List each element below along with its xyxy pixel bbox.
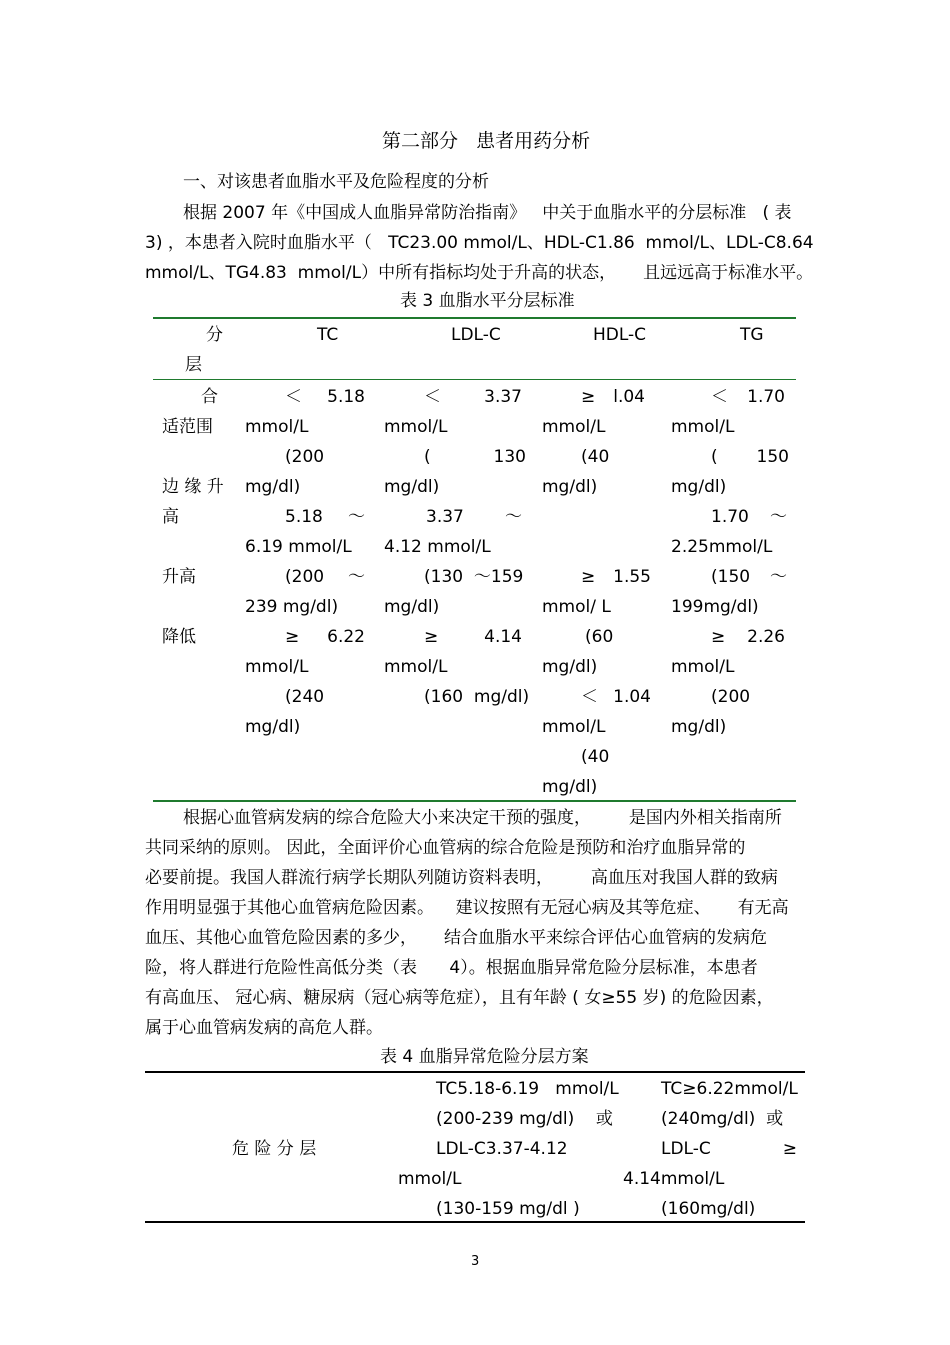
table3-cell: 5.18 ～ — [285, 507, 365, 527]
table3-cell: mg/dl) — [542, 657, 598, 677]
table3-cell: ≥ 2.26 — [711, 627, 785, 647]
table3-cell: mg/dl) — [245, 477, 301, 497]
subheading: 一、对该患者血脂水平及危险程度的分析 — [183, 172, 489, 192]
table4-cell: TC≥6.22mmol/L — [661, 1079, 798, 1099]
table3-cell: ≥ 4.14 — [424, 627, 522, 647]
table4-cell: LDL-C3.37-4.12 — [436, 1139, 568, 1159]
table4-bottom-rule — [145, 1221, 805, 1223]
table3-cell: 4.12 mmol/L — [384, 537, 491, 557]
table4-cell: (200-239 mg/dl) 或 — [436, 1109, 613, 1129]
table3-cell: (240 — [285, 687, 325, 707]
paragraph-line: 3) ，本患者入院时血脂水平（ TC23.00 mmol/L、HDL-C1.86 mmol/L、LDL-C8.64 — [145, 233, 814, 253]
table3-bottom-rule — [153, 800, 796, 802]
page-number: 3 — [471, 1254, 480, 1269]
table4-cell: LDL-C ≥ — [661, 1139, 797, 1159]
table3-cell: mmol/L — [384, 417, 448, 437]
table3-cell: (130 ～ 159 — [424, 567, 524, 587]
table3-cell: (200 — [285, 447, 325, 467]
table3-cell: (40 — [581, 447, 610, 467]
paragraph-line: 共同采纳的原则。 因此，全面评价心血管病的综合危险是预防和治疗血脂异常的 — [145, 838, 746, 858]
table3-cell: 199mg/dl) — [671, 597, 759, 617]
table3-cell: ( 130 — [424, 447, 526, 467]
paragraph-line: 必要前提。我国人群流行病学长期队列随访资料表明， 高血压对我国人群的致病 — [145, 868, 778, 888]
table3-row-label: 降低 — [162, 627, 196, 647]
table3-row-label: 适范围 — [162, 417, 213, 437]
table3-cell: 3.37 ～ — [426, 507, 522, 527]
table3-cell: mg/dl) — [384, 597, 440, 617]
paragraph-line: 血压、其他心血管危险因素的多少， 结合血脂水平来综合评估心血管病的发病危 — [145, 928, 768, 948]
table3-row-label: 合 — [201, 387, 218, 407]
paragraph-line: 险，将人群进行危险性高低分类（表 4）。根据血脂异常危险分层标准，本患者 — [145, 958, 758, 978]
table4-cell: TC5.18-6.19 mmol/L — [436, 1079, 619, 1099]
table3-cell: mg/dl) — [245, 717, 301, 737]
table3-cell: mmol/L — [245, 657, 309, 677]
table3-cell: mg/dl) — [671, 477, 727, 497]
table4-top-rule — [145, 1071, 805, 1073]
table4-cell: (240mg/dl) 或 — [661, 1109, 784, 1129]
table3-cell: mmol/L — [542, 417, 606, 437]
table3-cell: ( 150 — [711, 447, 789, 467]
table3-cell: 2.25mmol/L — [671, 537, 773, 557]
table3-cell: ≥ 1.55 — [581, 567, 651, 587]
table3-cell: mmol/L — [384, 657, 448, 677]
paragraph-line: mmol/L、TG4.83 mmol/L）中所有指标均处于升高的状态， 且远远高于标准水平。 — [145, 263, 814, 283]
paragraph-line: 根据心血管病发病的综合危险大小来决定干预的强度， 是国内外相关指南所 — [183, 808, 782, 828]
table3-caption: 表 3 血脂水平分层标准 — [400, 291, 575, 311]
table3-cell: ≥ l.04 — [581, 387, 645, 407]
paragraph-line: 作用明显强于其他心血管病危险因素。 建议按照有无冠心病及其等危症、 有无高 — [145, 898, 789, 918]
paragraph-line: 属于心血管病发病的高危人群。 — [145, 1018, 383, 1038]
table3-cell: mmol/ L — [542, 597, 611, 617]
table3-cell: 1.70 ～ — [711, 507, 787, 527]
table3-header-tc: TC — [317, 325, 339, 345]
table3-header-stratum: 分 — [206, 325, 223, 345]
table3-cell: ≥ 6.22 — [285, 627, 365, 647]
table3-cell: ＜ 3.37 — [424, 387, 522, 407]
table3-header-rule — [153, 379, 796, 380]
table3-cell: mmol/L — [671, 417, 735, 437]
table3-cell: (60 — [585, 627, 614, 647]
table3-cell: ＜ 5.18 — [285, 387, 365, 407]
table4-cell: 4.14mmol/L — [623, 1169, 725, 1189]
table3-cell: (40 — [581, 747, 610, 767]
paragraph-line: 根据 2007 年《中国成人血脂异常防治指南》 中关于血脂水平的分层标准 ( 表 — [183, 203, 792, 223]
table3-cell: mmol/L — [245, 417, 309, 437]
table3-cell: ＜ 1.04 — [581, 687, 651, 707]
table3-cell: mg/dl) — [384, 477, 440, 497]
table4-caption: 表 4 血脂异常危险分层方案 — [380, 1047, 589, 1067]
table3-cell: 239 mg/dl) — [245, 597, 339, 617]
table4-cell: mmol/L — [398, 1169, 462, 1189]
table3-cell: mmol/L — [542, 717, 606, 737]
table4-cell: (130-159 mg/dl ) — [436, 1199, 580, 1219]
paragraph-line: 有高血压、 冠心病、糖尿病（冠心病等危症），且有年龄 ( 女≥55 岁) 的危险因素， — [145, 988, 774, 1008]
table3-header-hdl: HDL-C — [593, 325, 647, 345]
section-title: 第二部分 患者用药分析 — [382, 130, 591, 152]
table3-cell: (160 mg/dl) — [424, 687, 530, 707]
table3-cell: (200 ～ — [285, 567, 365, 587]
table3-cell: mg/dl) — [542, 477, 598, 497]
table3-cell: ＜ 1.70 — [711, 387, 785, 407]
table3-cell: mg/dl) — [542, 777, 598, 797]
table3-cell: mmol/L — [671, 657, 735, 677]
table3-header-stratum: 层 — [185, 355, 202, 375]
table4-cell: (160mg/dl) — [661, 1199, 756, 1219]
table4-row-label: 危 险 分 层 — [232, 1139, 317, 1159]
table3-row-label: 升高 — [162, 567, 196, 587]
table3-row-label: 高 — [162, 507, 179, 527]
table3-cell: mg/dl) — [671, 717, 727, 737]
table3-header-tg: TG — [740, 325, 764, 345]
table3-cell: (200 — [711, 687, 751, 707]
table3-cell: (150 ～ — [711, 567, 787, 587]
table3-row-label: 边 缘 升 — [162, 477, 224, 497]
table3-cell: 6.19 mmol/L — [245, 537, 352, 557]
table3-top-rule — [153, 317, 796, 319]
table3-header-ldl: LDL-C — [451, 325, 501, 345]
